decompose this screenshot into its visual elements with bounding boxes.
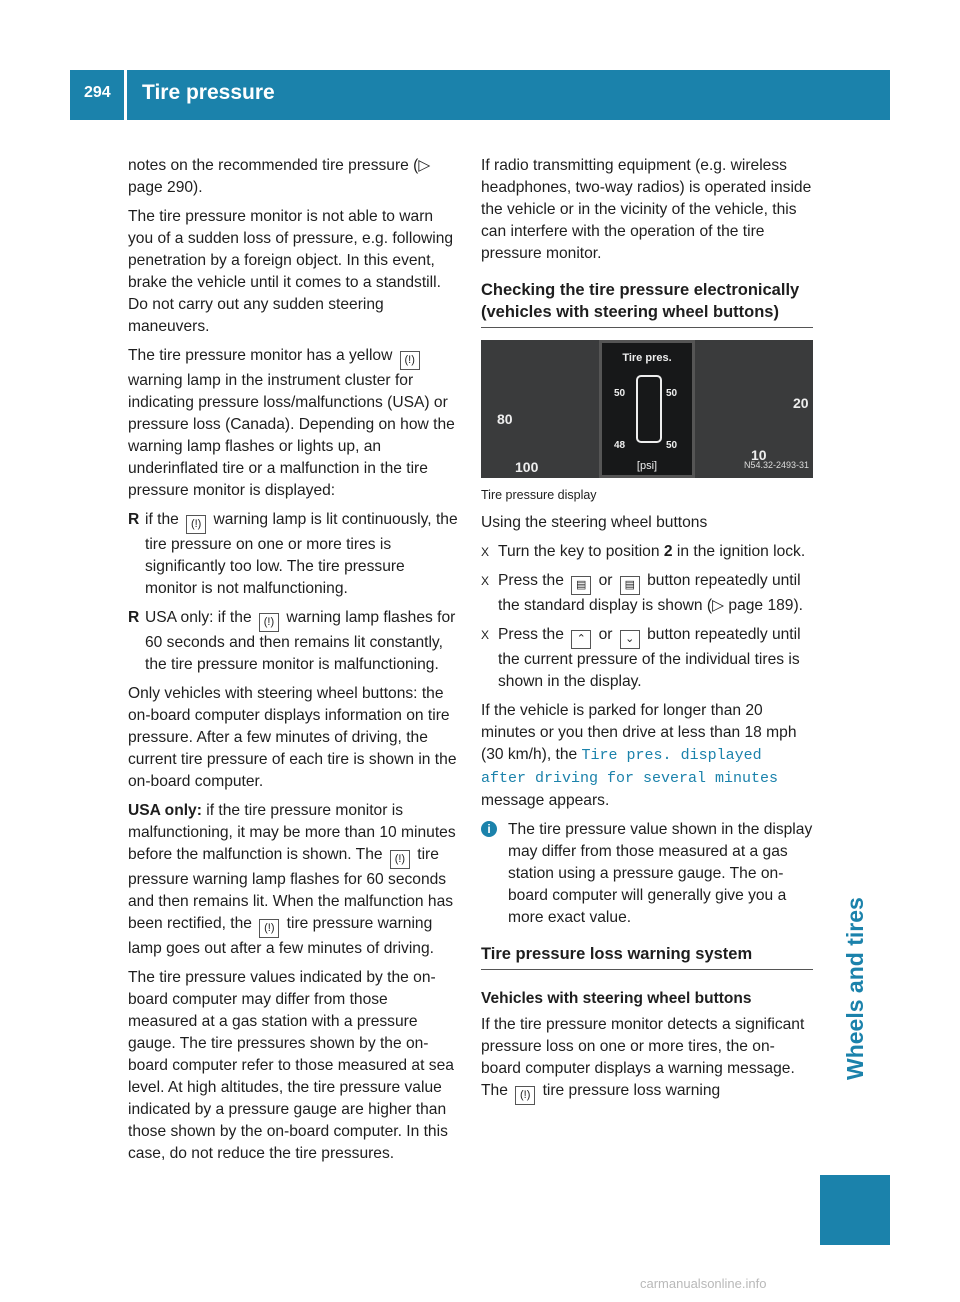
instruction-step bbox=[481, 624, 813, 693]
tire-pressure-warning-icon: (!) bbox=[259, 919, 279, 938]
side-tab-square bbox=[820, 1175, 890, 1245]
text: button repeatedly until the current pressure of the individual tires is shown in the display. bbox=[498, 626, 801, 690]
gauge-label: 20 bbox=[793, 395, 809, 411]
text: If the tire pressure monitor detects a significant pressure loss on one or more tires, the on-board computer displays a warning message. The bbox=[481, 1016, 805, 1099]
list-item bbox=[128, 509, 460, 600]
text: if the bbox=[145, 511, 179, 528]
down-button-icon: ⌄ bbox=[620, 630, 640, 649]
text: warning lamp in the instrument cluster for indicating pressure loss/malfunctions (USA) or pressure loss (Canada). Depending on how the warning lamp flashes or lights up, an underinflated tire or a malfunction in the tire pressure monitor is displayed: bbox=[128, 372, 455, 499]
up-button-icon: ⌃ bbox=[571, 630, 591, 649]
text: Press the bbox=[498, 626, 564, 643]
bullet-icon: R bbox=[128, 511, 140, 528]
tire-pressure-display-figure bbox=[481, 340, 813, 478]
side-tab-label: Wheels and tires bbox=[842, 897, 868, 1080]
left-column bbox=[128, 155, 460, 1172]
menu-forward-button-icon: ▤ bbox=[620, 576, 640, 595]
display-title: Tire pres. bbox=[622, 352, 672, 364]
text: The tire pressure value shown in the display may differ from those measured at a gas station using a pressure gauge. The on-board computer will generally give you a more exact value. bbox=[508, 821, 813, 926]
text: or bbox=[598, 572, 613, 589]
paragraph: notes on the recommended tire pressure (▷ page 290). bbox=[128, 157, 431, 196]
gauge-label: 10 bbox=[751, 447, 767, 463]
text: tire pressure warning lamp flashes for 60 seconds and then remains lit. When the malfunction has been rectified, the bbox=[128, 846, 454, 932]
info-icon: i bbox=[481, 821, 497, 837]
text: USA only: bbox=[128, 802, 202, 819]
text: message appears. bbox=[481, 792, 610, 809]
list-item bbox=[128, 607, 460, 676]
gauge-label: 80 bbox=[497, 411, 513, 427]
subsection-heading: Vehicles with steering wheel buttons bbox=[481, 990, 752, 1007]
watermark: carmanualsonline.info bbox=[640, 1276, 767, 1291]
text: warning lamp is lit continuously, the tire pressure on one or more tires is significantly too low. The tire pressure monitor is not malfunctioning. bbox=[145, 511, 458, 597]
paragraph bbox=[481, 1014, 813, 1105]
text: or bbox=[598, 626, 613, 643]
tire-value-fl: 50 bbox=[614, 388, 626, 399]
paragraph: Using the steering wheel buttons bbox=[481, 514, 708, 531]
step-arrow-icon: X bbox=[481, 545, 490, 559]
paragraph bbox=[481, 700, 813, 812]
text: The tire pressure monitor has a yellow bbox=[128, 347, 393, 364]
step-arrow-icon: X bbox=[481, 574, 490, 588]
paragraph: Only vehicles with steering wheel buttons: the on-board computer displays information on tire pressure. After a few minutes of driving, the current tire pressure of each tire is shown in the on-board computer. bbox=[128, 685, 457, 790]
text: tire pressure warning lamp goes out after a few minutes of driving. bbox=[128, 915, 434, 957]
section-heading: Checking the tire pressure electronically (vehicles with steering wheel buttons) bbox=[481, 279, 813, 328]
header-divider bbox=[124, 70, 127, 120]
display-message: Tire pres. displayed after driving for several minutes bbox=[481, 747, 779, 787]
tire-pressure-warning-icon: (!) bbox=[515, 1086, 535, 1105]
text: if the tire pressure monitor is malfunctioning, it may be more than 10 minutes before the malfunction is shown. The bbox=[128, 802, 456, 863]
menu-back-button-icon: ▤ bbox=[571, 576, 591, 595]
page-title: Tire pressure bbox=[142, 81, 275, 104]
step-arrow-icon: X bbox=[481, 628, 490, 642]
tire-pressure-warning-icon: (!) bbox=[400, 351, 420, 370]
page-number: 294 bbox=[84, 84, 111, 101]
text: USA only: if the bbox=[145, 609, 252, 626]
bullet-icon: R bbox=[128, 609, 140, 626]
figure-reference: N54.32-2493-31 bbox=[743, 460, 809, 470]
paragraph: If radio transmitting equipment (e.g. wireless headphones, two-way radios) is operated inside the vehicle or in the vicinity of the vehicle, this can interfere with the operation of the tire pressure monitor. bbox=[481, 157, 812, 262]
paragraph bbox=[128, 345, 460, 502]
page-header bbox=[70, 70, 890, 120]
gauge-label: 100 bbox=[515, 459, 539, 475]
text: in the ignition lock. bbox=[676, 543, 806, 560]
instruction-step bbox=[481, 570, 813, 617]
text: Press the bbox=[498, 572, 564, 589]
tire-pressure-warning-icon: (!) bbox=[259, 613, 279, 632]
info-note bbox=[481, 819, 813, 929]
instruction-step bbox=[481, 541, 813, 563]
text: tire pressure loss warning bbox=[542, 1082, 721, 1099]
unit-label: [psi] bbox=[636, 460, 658, 472]
paragraph: The tire pressure monitor is not able to warn you of a sudden loss of pressure, e.g. following penetration by a foreign object. In this event, brake the vehicle until it comes to a standstill. Do not carry out any sudden steering maneuvers. bbox=[128, 208, 454, 335]
paragraph: The tire pressure values indicated by the on-board computer may differ from those measured at a gas station with a pressure gauge. The tire pressures shown by the on-board computer refer to those measured at sea level. At high altitudes, the tire pressure value indicated by a pressure gauge are higher than those shown by the on-board computer. In this case, do not reduce the tire pressures. bbox=[128, 969, 454, 1162]
tire-pressure-warning-icon: (!) bbox=[390, 850, 410, 869]
section-heading: Tire pressure loss warning system bbox=[481, 943, 813, 970]
text: If the vehicle is parked for longer than 20 minutes or you then drive at less than 18 mph (30 km/h), the bbox=[481, 702, 797, 763]
tire-pressure-warning-icon: (!) bbox=[186, 515, 206, 534]
tire-value-rr: 50 bbox=[666, 440, 678, 451]
lcd-display bbox=[599, 340, 695, 478]
right-column bbox=[481, 155, 813, 1112]
tire-value-rl: 48 bbox=[614, 440, 626, 451]
vehicle-outline-icon bbox=[636, 375, 662, 443]
text: Turn the key to position bbox=[498, 543, 660, 560]
text: warning lamp flashes for 60 seconds and then remains lit constantly, the tire pressure monitor is malfunctioning. bbox=[145, 609, 456, 673]
text: 2 bbox=[663, 543, 673, 560]
paragraph bbox=[128, 800, 460, 960]
tire-value-fr: 50 bbox=[666, 388, 678, 399]
text: button repeatedly until the standard display is shown (▷ page 189). bbox=[498, 572, 803, 614]
figure-caption: Tire pressure display bbox=[481, 488, 597, 502]
